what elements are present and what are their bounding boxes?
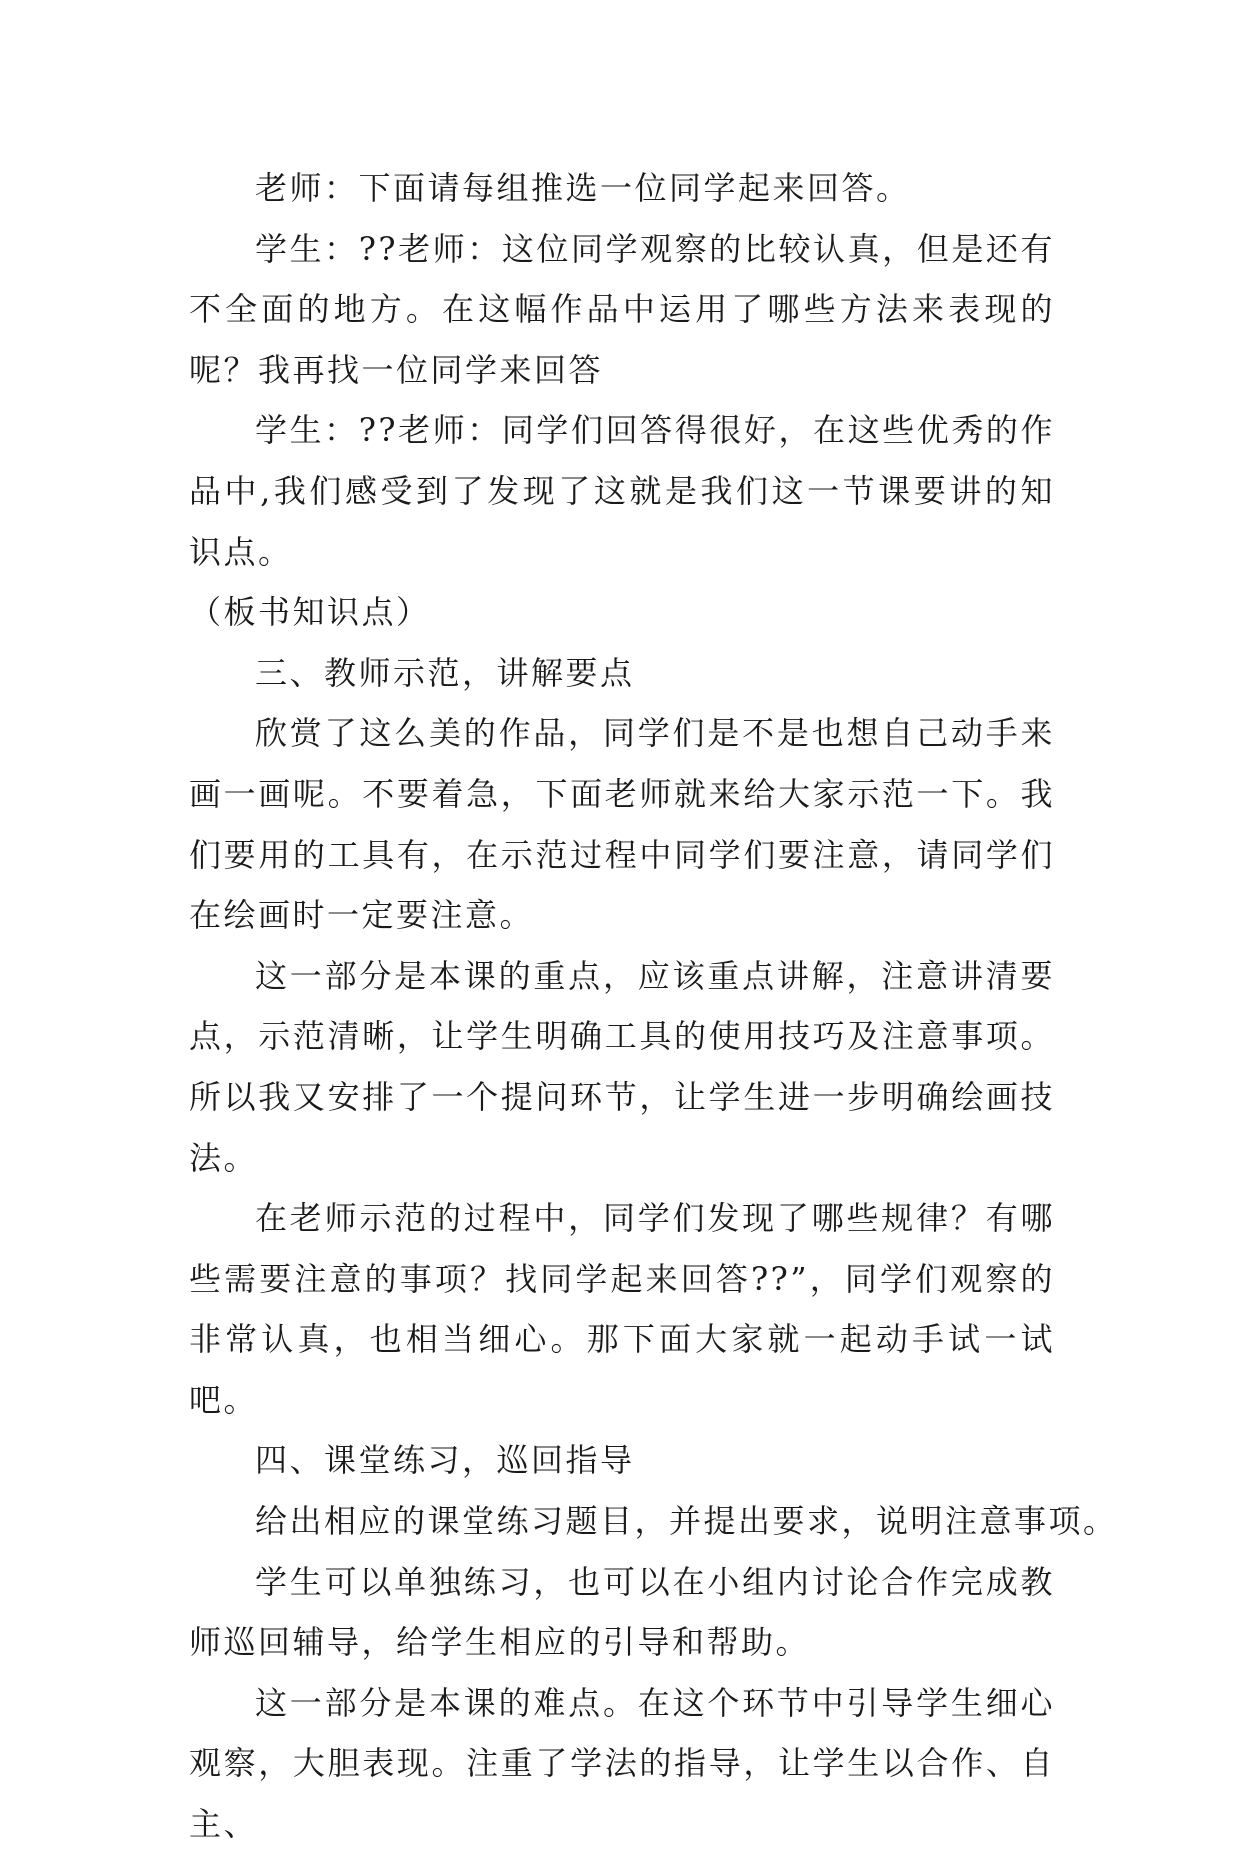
section-heading-demonstration: 三、教师示范，讲解要点 — [255, 653, 635, 692]
document-body — [189, 158, 1118, 1855]
paragraph-practice-task: 给出相应的课堂练习题目，并提出要求，说明注意事项。 — [255, 1502, 1118, 1541]
paragraph-key-point: 这一部分是本课的重点，应该重点讲解，注意讲清要点，示范清晰，让学生明确工具的使用技巧及注意事项。所以我又安排了一个提问环节，让学生进一步明确绘画技法。 — [189, 956, 1055, 1177]
paragraph-difficulty: 这一部分是本课的难点。在这个环节中引导学生细心观察，大胆表现。注重了学法的指导，让学生以合作、自主、 — [189, 1683, 1055, 1844]
paragraph-demonstration-intro: 欣赏了这么美的作品，同学们是不是也想自己动手来画一画呢。不要着急，下面老师就来给大家示范一下。我们要用的工具有，在示范过程中同学们要注意，请同学们在绘画时一定要注意。 — [189, 714, 1055, 935]
section-heading-practice: 四、课堂练习，巡回指导 — [255, 1441, 635, 1480]
paragraph-student-answer-1: 学生：??老师：这位同学观察的比较认真，但是还有不全面的地方。在这幅作品中运用了哪些方法来表现的呢？我再找一位同学来回答 — [189, 229, 1055, 389]
paragraph-question-session: 在老师示范的过程中，同学们发现了哪些规律？有哪些需要注意的事项？找同学起来回答??”，同学们观察的非常认真，也相当细心。那下面大家就一起动手试一试吧。 — [189, 1199, 1055, 1419]
paragraph-teacher-prompt: 老师：下面请每组推选一位同学起来回答。 — [255, 169, 911, 207]
paragraph-student-answer-2: 学生：??老师：同学们回答得很好，在这些优秀的作品中,我们感受到了发现了这就是我们这一节课要讲的知识点。 — [189, 411, 1055, 571]
paragraph-board-note: （板书知识点） — [189, 593, 431, 632]
paragraph-student-practice: 学生可以单独练习，也可以在小组内讨论合作完成教师巡回辅导，给学生相应的引导和帮助。 — [189, 1562, 1055, 1662]
